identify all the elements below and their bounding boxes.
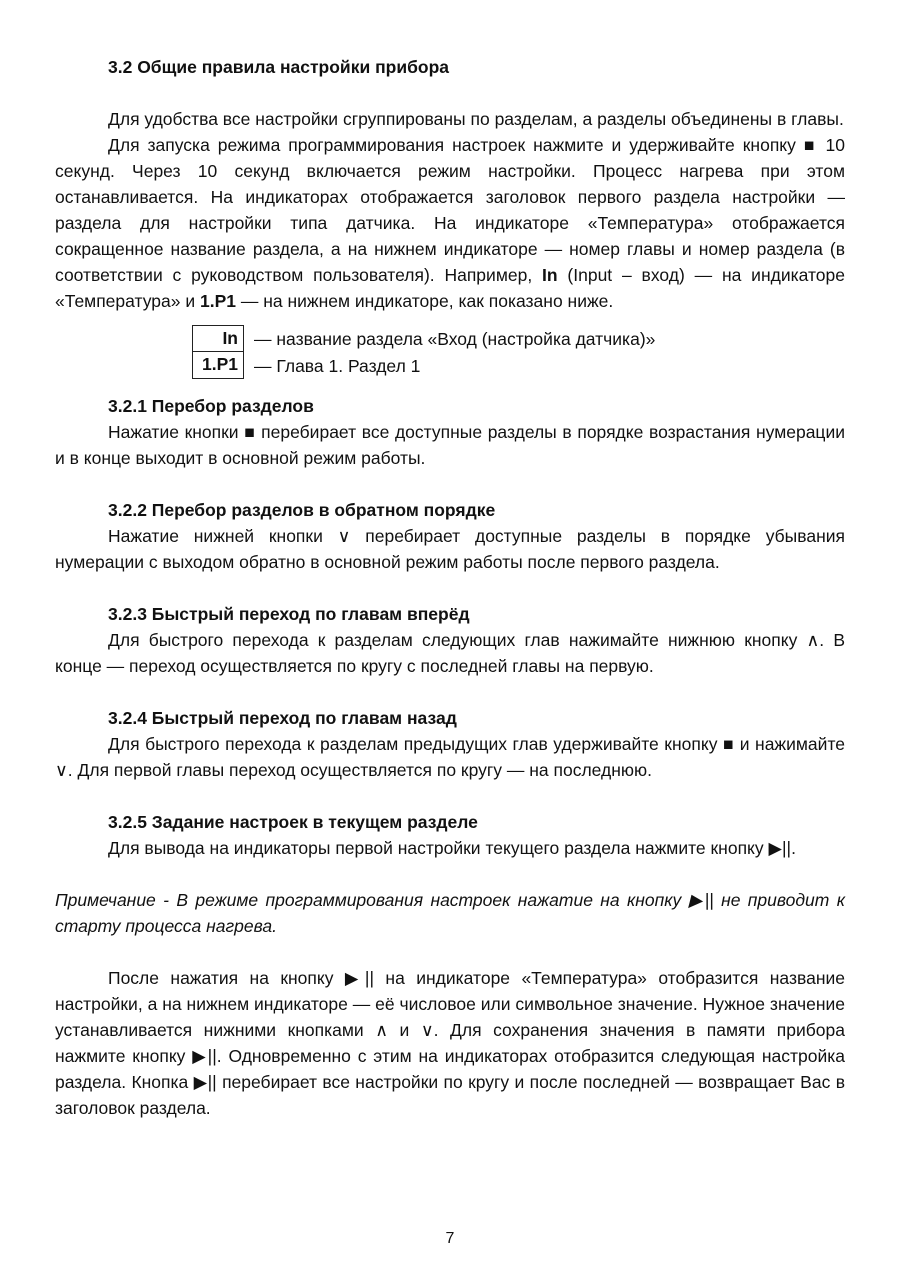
- subsection-text: Нажатие нижней кнопки ∨ перебирает доступные разделы в порядке убывания нумерации с выходом обратно в основной режим работы после первого раздела.: [55, 526, 845, 572]
- indicator-code: In: [192, 325, 244, 352]
- section-title: 3.2 Общие правила настройки прибора: [108, 57, 450, 77]
- indicator-table: [192, 325, 845, 379]
- subsection-title: 3.2.3 Быстрый переход по главам вперёд: [108, 604, 470, 624]
- indicator-row: [192, 352, 845, 379]
- final-paragraph: После нажатия на кнопку ▶|| на индикаторе «Температура» отобразится название настройки, а на нижнем индикаторе — её числовое или символьное значение. Нужное значение устанавливается нижними кнопками ∧ и ∨. Для сохранения значения в памяти прибора нажмите кнопку ▶||. Одновременно с этим на индикаторах отобразится следующая настройка раздела. Кнопка ▶|| перебирает все настройки по кругу и после последней — возвращает Вас в заголовок раздела.: [55, 968, 845, 1118]
- indicator-code: 1.P1: [192, 352, 244, 379]
- paragraph-intro: Для удобства все настройки сгруппированы по разделам, а разделы объединены в главы.: [108, 109, 844, 129]
- subsection-text: Нажатие кнопки ■ перебирает все доступные разделы в порядке возрастания нумерации и в конце выходит в основной режим работы.: [55, 422, 845, 468]
- code-1p1: 1.P1: [199, 291, 236, 311]
- page-number: 7: [445, 1230, 455, 1247]
- subsection-text: Для вывода на индикаторы первой настройки текущего раздела нажмите кнопку ▶||.: [108, 838, 796, 858]
- subsection-title: 3.2.4 Быстрый переход по главам назад: [108, 708, 457, 728]
- indicator-description: — название раздела «Вход (настройка датчика)»: [254, 328, 656, 349]
- subsection-text: Для быстрого перехода к разделам предыдущих глав удерживайте кнопку ■ и нажимайте ∨. Для первой главы переход осуществляется по кругу — на последнюю.: [55, 734, 845, 780]
- text-span: — на нижнем индикаторе, как показано ниже.: [235, 291, 614, 311]
- text-span: Для запуска режима программирования настроек нажмите и удерживайте кнопку ■ 10 секунд. Через 10 секунд включается режим настройки. Процесс нагрева при этом останавливается. На индикаторах отображается заголовок первого раздела настройки — раздела для настройки типа датчика. На индикаторе «Температура» отображается сокращенное название раздела, а на нижнем индикаторе — номер главы и номер раздела (в соответствии с руководством пользователя). Например,: [55, 135, 845, 285]
- note-text: Примечание - В режиме программирования настроек нажатие на кнопку ▶|| не приводит к старту процесса нагрева.: [55, 890, 845, 936]
- document-page: [55, 54, 845, 1121]
- subsection-title: 3.2.5 Задание настроек в текущем разделе: [108, 812, 478, 832]
- indicator-row: [192, 325, 845, 352]
- subsection-text: Для быстрого перехода к разделам следующих глав нажимайте нижнюю кнопку ∧. В конце — переход осуществляется по кругу с последней главы на первую.: [55, 630, 845, 676]
- subsection-title: 3.2.2 Перебор разделов в обратном порядке: [108, 500, 496, 520]
- text-span: (Input – вход) — на индикаторе «Температура» и: [55, 265, 846, 311]
- code-in: In: [542, 265, 558, 285]
- paragraph-programming-mode: [55, 132, 845, 314]
- subsection-title: 3.2.1 Перебор разделов: [108, 396, 314, 416]
- indicator-description: — Глава 1. Раздел 1: [254, 355, 421, 376]
